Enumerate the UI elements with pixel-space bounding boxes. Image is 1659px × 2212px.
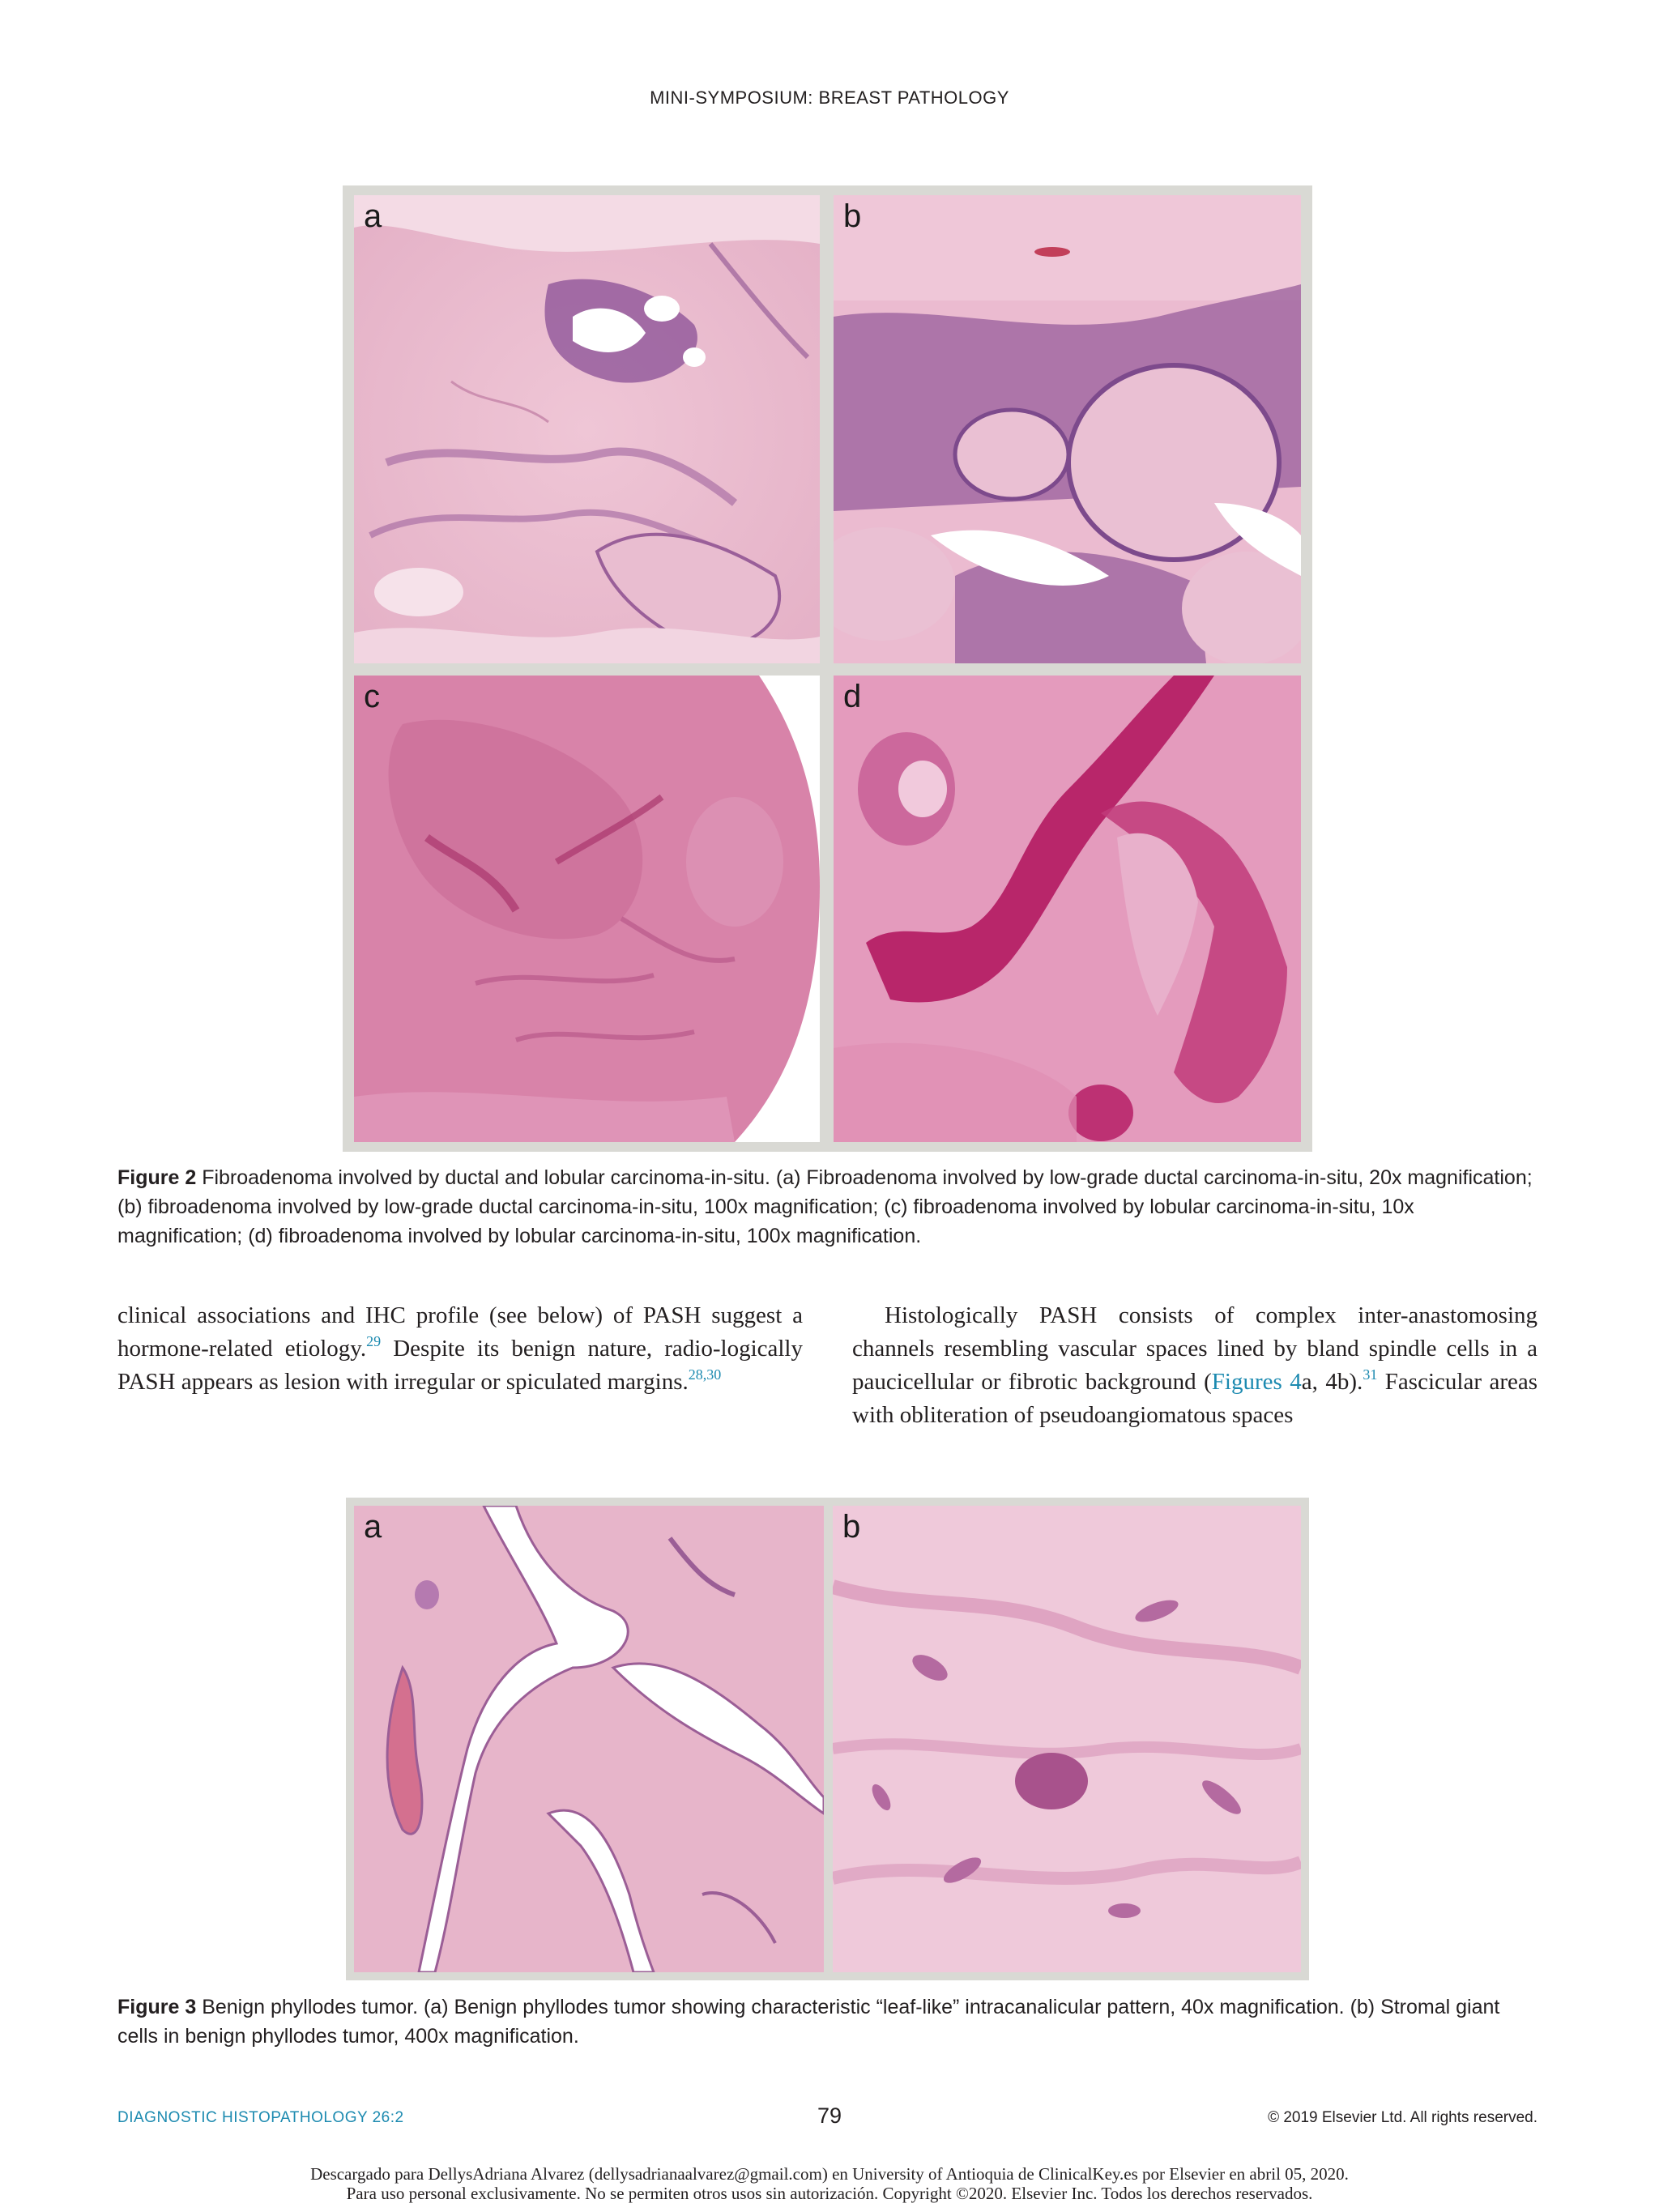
figure-2-panel-c [354, 676, 820, 1142]
figure-3-panel-b [833, 1506, 1301, 1972]
histology-image-medium-power-dcis [834, 195, 1301, 663]
figure-3 [346, 1498, 1309, 1980]
panel-letter-b: b [842, 1509, 861, 1545]
footer-page-number: 79 [817, 2103, 842, 2128]
histology-image-low-power-dcis [354, 195, 820, 663]
figure-2-panel-d [834, 676, 1301, 1142]
figure-2-caption-text: Fibroadenoma involved by ductal and lobular carcinoma-in-situ. (a) Fibroadenoma involved by low-grade ductal carcinoma-in-situ, 20x magnification; (b) fibroadenoma involved by low-grade ductal carcinoma-in-situ, 100x magnification; (c) fibroadenoma involved by lobular carcinoma-in-situ, 10x magnification; (d) fibroadenoma involved by lobular carcinoma-in-situ, 100x magnification. [117, 1166, 1533, 1247]
figure-3-panel-a [354, 1506, 824, 1972]
figure-2-panel-b [834, 195, 1301, 663]
download-note-line-2: Para uso personal exclusivamente. No se permiten otros usos sin autorización. Copyright ©2020. Elsevier Inc. Todos los derechos reservados. [346, 2184, 1313, 2203]
histology-image-lcis-medium-power [834, 676, 1301, 1142]
panel-letter-a: a [364, 198, 382, 234]
download-note [0, 2164, 1659, 2203]
body-right-text-3: Fascicular areas with obliteration of pseudoangiomatous spaces [852, 1369, 1538, 1428]
panel-letter-a: a [364, 1509, 382, 1545]
histology-image-phyllodes-leaf-pattern [354, 1506, 824, 1972]
citation-28-30[interactable]: 28,30 [688, 1366, 722, 1383]
figure-2 [343, 185, 1312, 1152]
download-note-line-1: Descargado para DellysAdriana Alvarez (dellysadrianaalvarez@gmail.com) en University of Antioquia de ClinicalKey.es por Elsevier en abril 05, 2020. [310, 2164, 1349, 2184]
figure-3-caption-text: Benign phyllodes tumor. (a) Benign phyllodes tumor showing characteristic “leaf-like” intracanalicular pattern, 40x magnification. (b) Stromal giant cells in benign phyllodes tumor, 400x magnification. [117, 1996, 1500, 2048]
citation-29[interactable]: 29 [366, 1333, 382, 1349]
figure-2-caption-label: Figure 2 [117, 1166, 197, 1189]
panel-letter-d: d [843, 679, 862, 714]
body-right-text-1: Histologically PASH consists of complex inter-anastomosing channels resembling vascular spaces lined by bland spindle cells in a paucicellular or fibrotic background ( [852, 1302, 1537, 1395]
figure-4-link[interactable]: Figures 4 [1211, 1369, 1302, 1395]
body-right-text-2: a, 4b). [1301, 1369, 1363, 1395]
figure-3-caption [117, 1993, 1543, 2051]
body-column-left [117, 1299, 803, 1399]
figure-2-caption [117, 1163, 1543, 1251]
citation-31[interactable]: 31 [1363, 1366, 1378, 1383]
figure-2-panel-a [354, 195, 820, 663]
footer-journal: DIAGNOSTIC HISTOPATHOLOGY 26:2 [117, 2109, 404, 2126]
footer-copyright: © 2019 Elsevier Ltd. All rights reserved. [1268, 2109, 1537, 2126]
histology-image-stromal-giant-cells [833, 1506, 1301, 1972]
figure-3-caption-label: Figure 3 [117, 1996, 197, 2018]
panel-letter-c: c [364, 679, 380, 714]
body-column-right [852, 1299, 1537, 1432]
body-left-text-1: clinical associations and IHC profile (see below) of PASH suggest a hormone-related etiology. [117, 1302, 803, 1362]
panel-letter-b: b [843, 198, 862, 234]
body-left-text-2: Despite its benign nature, radio-logically PASH appears as lesion with irregular or spiculated margins. [117, 1336, 803, 1395]
histology-image-lcis-low-power [354, 676, 820, 1142]
running-header: MINI-SYMPOSIUM: BREAST PATHOLOGY [650, 87, 1009, 108]
